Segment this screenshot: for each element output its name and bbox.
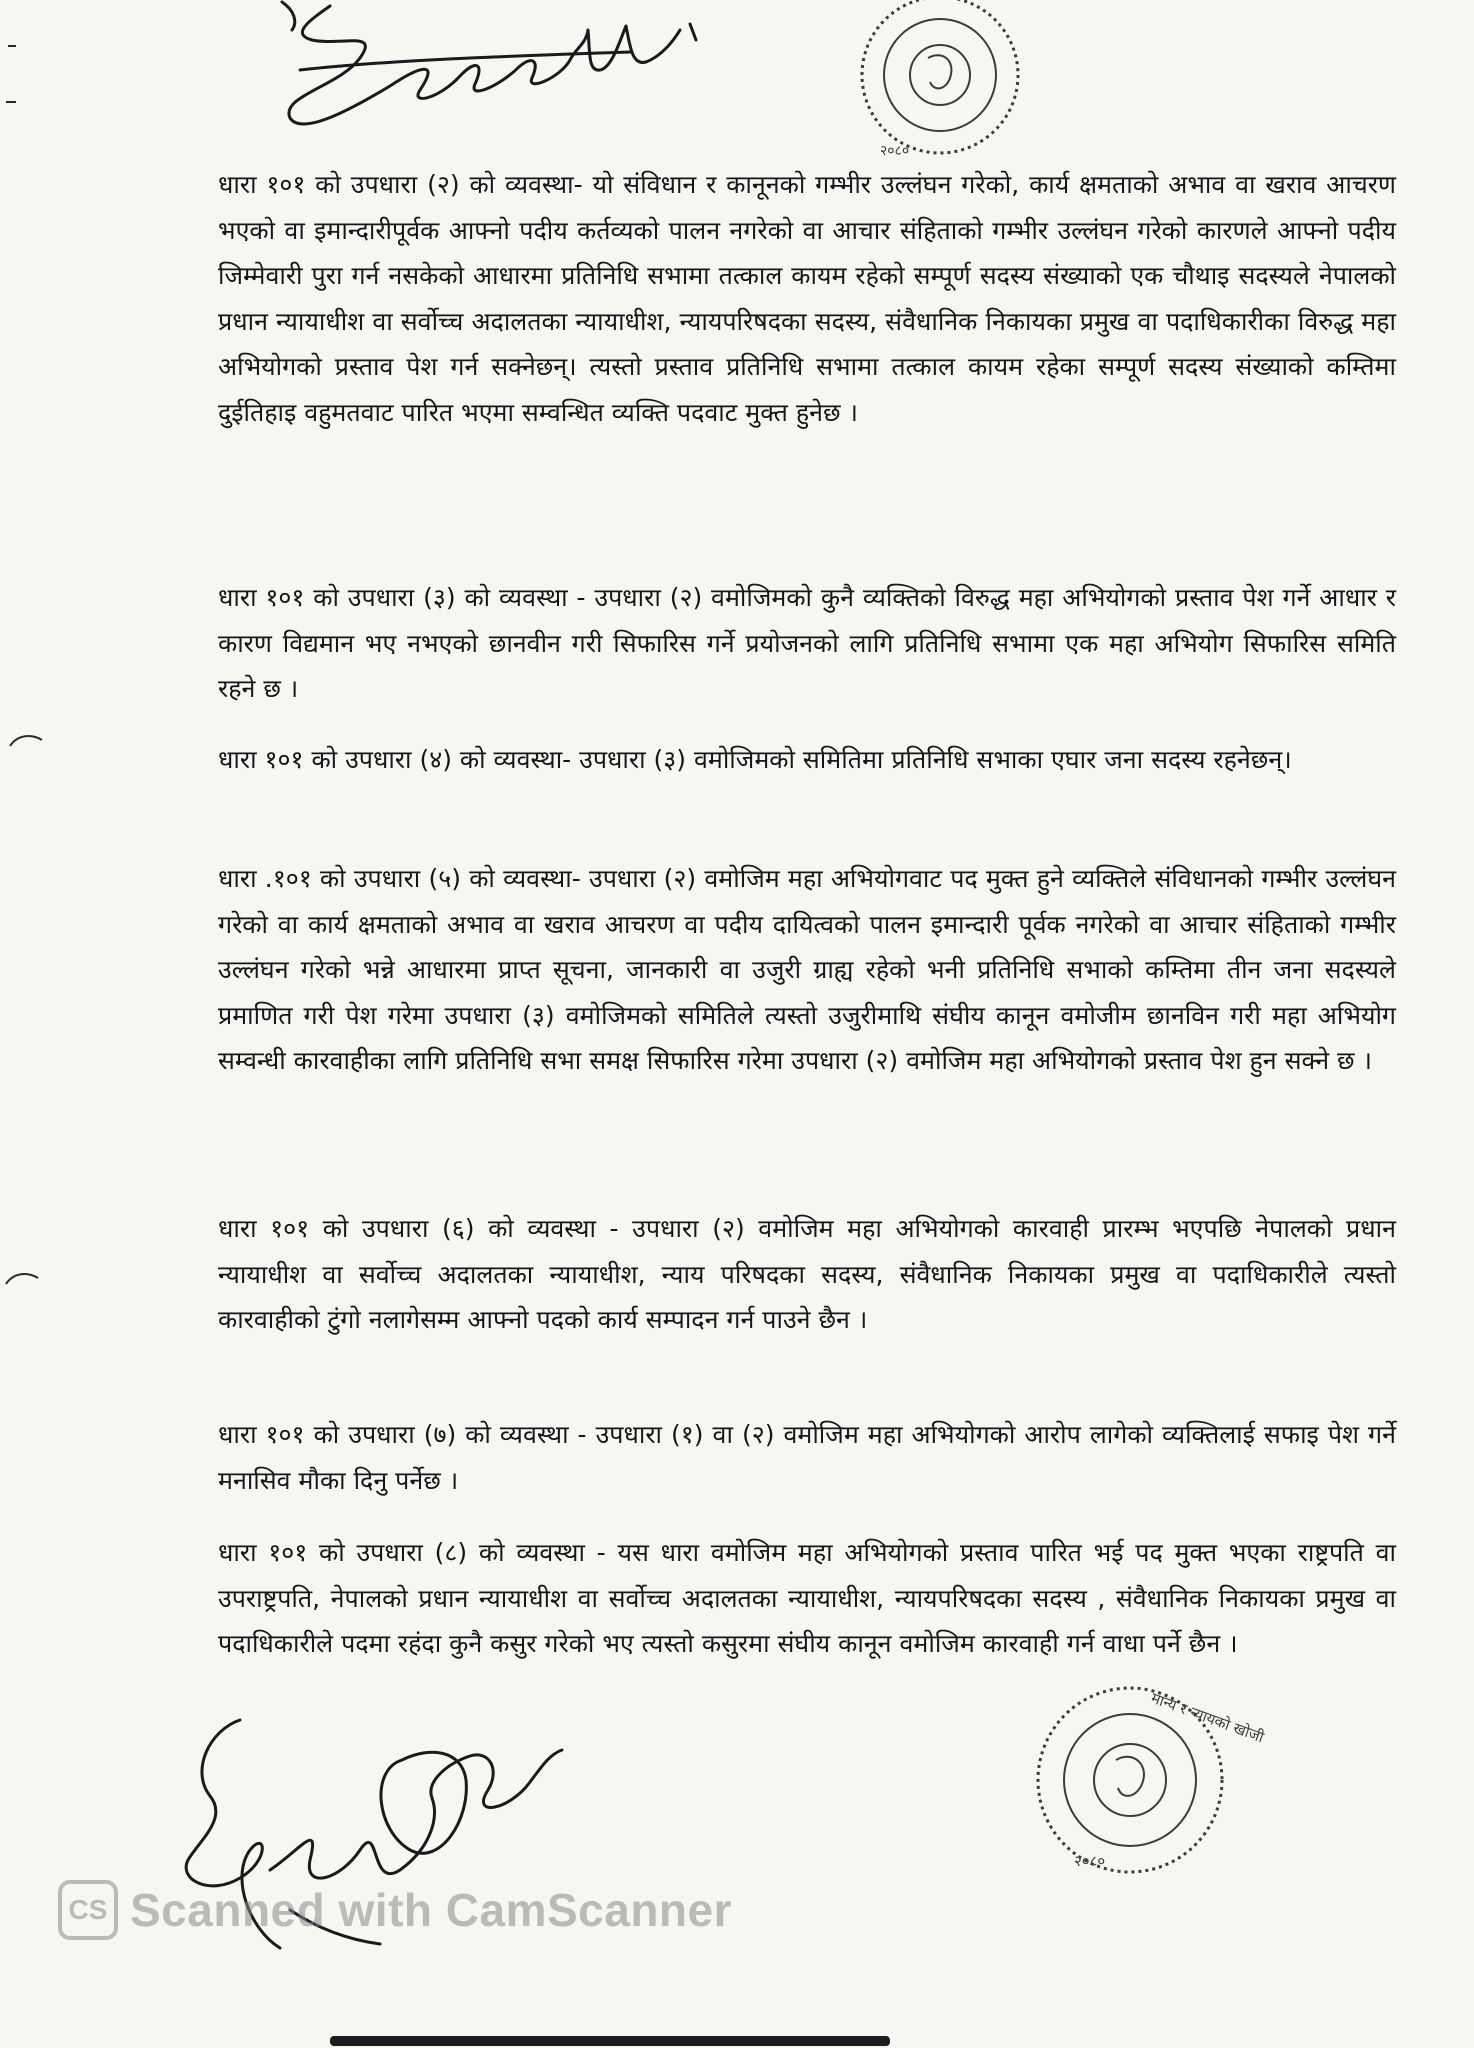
camscanner-text: Scanned with CamScanner bbox=[130, 1884, 732, 1936]
stamp-bottom bbox=[1030, 1680, 1267, 1880]
camscanner-logo-icon: CS bbox=[58, 1880, 118, 1940]
stamp-outer-text: मान्य र न्यायको खोजी bbox=[1148, 1688, 1267, 1747]
signature-top bbox=[270, 0, 830, 140]
edge-mark bbox=[8, 730, 48, 750]
paragraph-101-4: धारा १०१ को उपधारा (४) को व्यवस्था- उपधारा (३) वमोजिमको समितिमा प्रतिनिधि सभाका एघार जना सदस्य रहनेछन्। bbox=[218, 745, 1292, 774]
paragraph-101-2: धारा १०१ को उपधारा (२) को व्यवस्था- यो संविधान र कानूनको गम्भीर उल्लंघन गरेको, कार्य क्षमताको अभाव वा खराव आचरण भएको वा इमान्दारीपूर्वक आफ्नो पदीय कर्तव्यको पालन नगरेको वा आचार संहिताको गम्भीर उल्लंघन गरेको कारणले आफ्नो पदीय जिम्मेवारी पुरा गर्न नसकेको आधारमा प्रतिनिधि सभामा तत्काल कायम रहेको सम्पूर्ण सदस्य संख्याको एक चौथाइ सदस्यले नेपालको प्रधान न्यायाधीश वा सर्वोच्च अदालतका न्यायाधीश, न्यायपरिषदका सदस्य, संवैधानिक निकायका प्रमुख वा पदाधिकारीका विरुद्ध महा अभियोगको प्रस्ताव पेश गर्न सक्नेछन्। त्यस्तो प्रस्ताव प्रतिनिधि सभामा तत्काल कायम रहेका सम्पूर्ण सदस्य संख्याको कम्तिमा दुईतिहाइ वहुमतवाट पारित भएमा सम्वन्धित व्यक्ति पदवाट मुक्त हुनेछ । bbox=[218, 170, 1396, 427]
paragraph-101-3: धारा १०१ को उपधारा (३) को व्यवस्था - उपधारा (२) वमोजिमको कुनै व्यक्तिको विरुद्ध महा अभियोगको प्रस्ताव पेश गर्ने आधार र कारण विद्यमान भए नभएको छानवीन गरी सिफारिस गर्ने प्रयोजनको लागि प्रतिनिधि सभामा एक महा अभियोग सिफारिस समिति रहने छ । bbox=[218, 583, 1396, 703]
paragraph-101-8: धारा १०१ को उपधारा (८) को व्यवस्था - यस धारा वमोजिम महा अभियोगको प्रस्ताव पारित भई पद मुक्त भएका राष्ट्रपति वा उपराष्ट्रपति, नेपालको प्रधान न्यायाधीश वा सर्वोच्च अदालतका न्यायाधीश, न्यायपरिषदका सदस्य , संवैधानिक निकायका प्रमुख वा पदाधिकारीले पदमा रहंदा कुनै कसुर गरेको भए त्यस्तो कसुरमा संघीय कानून वमोजिम कारवाही गर्न वाधा पर्ने छैन । bbox=[218, 1538, 1396, 1658]
edge-mark bbox=[0, 40, 40, 150]
edge-mark bbox=[4, 1268, 44, 1288]
bottom-edge-shadow bbox=[330, 2036, 890, 2046]
stamp-top bbox=[850, 0, 1030, 170]
paragraph-101-5: धारा .१०१ को उपधारा (५) को व्यवस्था- उपधारा (२) वमोजिम महा अभियोगवाट पद मुक्त हुने व्यक्तिले संविधानको गम्भीर उल्लंघन गरेको वा कार्य क्षमताको अभाव वा खराव आचरण वा पदीय दायित्वको पालन इमान्दारी पूर्वक नगरेको वा आचार संहिताको गम्भीर उल्लंघन गरेको भन्ने आधारमा प्राप्त सूचना, जानकारी वा उजुरी ग्राह्य रहेको भनी प्रतिनिधि सभाको कम्तिमा तीन जना सदस्यले प्रमाणित गरी पेश गरेमा उपधारा (३) वमोजिमको समितिले त्यस्तो उजुरीमाथि संघीय कानून वमोजीम छानविन गरी महा अभियोग सम्वन्धी कारवाहीका लागि प्रतिनिधि सभा समक्ष सिफारिस गरेमा उपधारा (२) वमोजिम महा अभियोगको प्रस्ताव पेश हुन सक्ने छ । bbox=[218, 864, 1396, 1075]
paragraph-101-7: धारा १०१ को उपधारा (७) को व्यवस्था - उपधारा (१) वा (२) वमोजिम महा अभियोगको आरोप लागेको व्यक्तिलाई सफाइ पेश गर्ने मनासिव मौका दिनु पर्नेछ । bbox=[218, 1420, 1396, 1495]
stamp-year: २०८० bbox=[1074, 1852, 1106, 1870]
paragraph-101-6: धारा १०१ को उपधारा (६) को व्यवस्था - उपधारा (२) वमोजिम महा अभियोगको कारवाही प्रारम्भ भएपछि नेपालको प्रधान न्यायाधीश वा सर्वोच्च अदालतका न्यायाधीश, न्याय परिषदका सदस्य, संवैधानिक निकायका प्रमुख वा पदाधिकारीले त्यस्तो कारवाहीको टुंगो नलागेसम्म आफ्नो पदको कार्य सम्पादन गर्न पाउने छैन । bbox=[218, 1214, 1396, 1334]
stamp-year: २०८० bbox=[880, 143, 910, 159]
camscanner-watermark bbox=[58, 1880, 732, 1940]
